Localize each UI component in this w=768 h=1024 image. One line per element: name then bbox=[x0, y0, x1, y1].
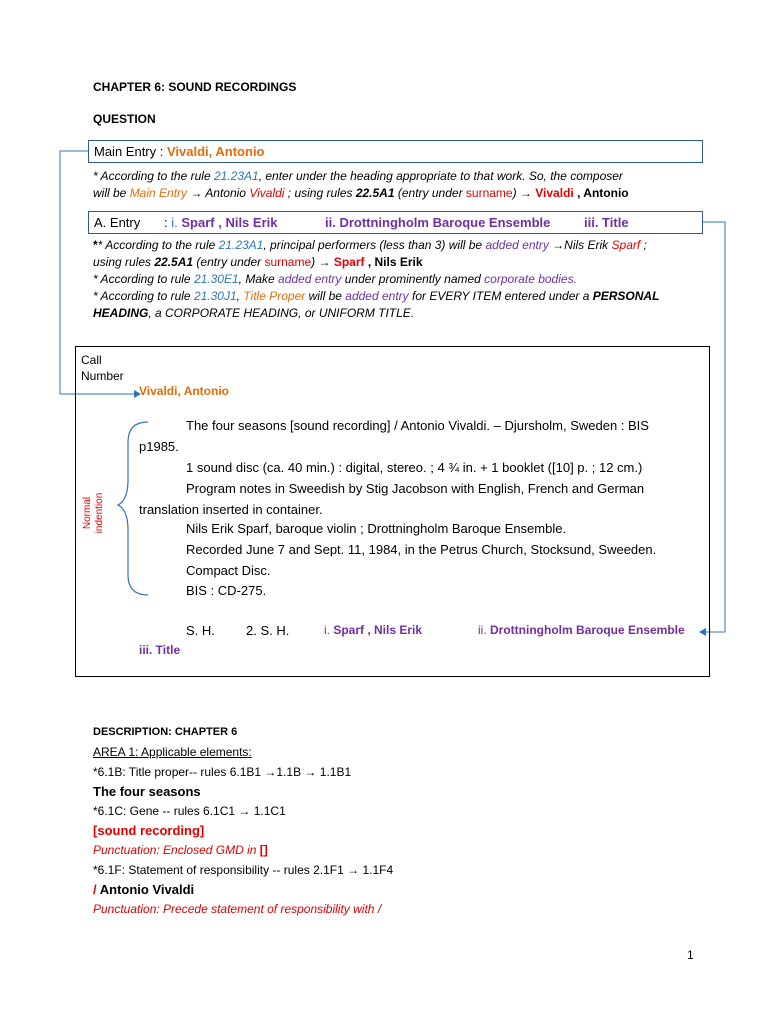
call-number-label: Call Number bbox=[81, 353, 124, 383]
added-note-line-5: HEADING, a CORPORATE HEADING, or UNIFORM TITLE. bbox=[93, 306, 415, 320]
main-entry-value: Vivaldi, Antonio bbox=[166, 144, 265, 159]
rule-gmd: *6.1C: Gene -- rules 6.1C1 → 1.1C1 bbox=[93, 804, 286, 818]
question-heading: QUESTION bbox=[93, 112, 156, 126]
card-line-7: Recorded June 7 and Sept. 11, 1984, in the Petrus Church, Stocksund, Sweeden. bbox=[186, 542, 657, 557]
page-number: 1 bbox=[687, 948, 694, 962]
added-entry-ii: ii. Drottningholm Baroque Ensemble bbox=[325, 215, 551, 230]
card-line-5: translation inserted in container. bbox=[139, 502, 323, 517]
card-line-2: p1985. bbox=[139, 439, 179, 454]
main-entry-label: Main Entry : bbox=[94, 144, 164, 159]
added-entry-iii: iii. Title bbox=[584, 215, 629, 230]
area-heading: AREA 1: Applicable elements: bbox=[93, 745, 252, 759]
added-note-line-4: * According to rule 21.30J1, Title Proper will be added entry for EVERY ITEM entered under a PERSONAL bbox=[93, 289, 660, 303]
added-note-line-1: ** According to the rule 21.23A1, principal performers (less than 3) will be added entry →Nils Erik Sparf ; bbox=[93, 238, 647, 252]
responsibility-value: / Antonio Vivaldi bbox=[93, 882, 195, 897]
rule-responsibility: *6.1F: Statement of responsibility -- rules 2.1F1 → 1.1F4 bbox=[93, 863, 394, 877]
gmd-value: [sound recording] bbox=[93, 823, 205, 838]
card-line-3: 1 sound disc (ca. 40 min.) : digital, stereo. ; 4 ¾ in. + 1 booklet ([10] p. ; 12 cm.) bbox=[186, 460, 643, 475]
gmd-punctuation: Punctuation: Enclosed GMD in [] bbox=[93, 843, 268, 857]
card-line-1: The four seasons [sound recording] / Antonio Vivaldi. – Djursholm, Sweden : BIS bbox=[186, 418, 649, 433]
title-proper-value: The four seasons bbox=[93, 784, 201, 799]
card-line-6: Nils Erik Sparf, baroque violin ; Drottningholm Baroque Ensemble. bbox=[186, 521, 567, 536]
description-title: DESCRIPTION: CHAPTER 6 bbox=[93, 726, 238, 738]
card-line-4: Program notes in Sweedish by Stig Jacobson with English, French and German bbox=[186, 481, 645, 496]
tracing-i: i. Sparf , Nils Erik bbox=[324, 623, 423, 637]
main-note-line-1: * According to the rule 21.23A1, enter under the heading appropriate to that work. So, the composer bbox=[93, 169, 623, 183]
card-line-8: Compact Disc. bbox=[186, 563, 271, 578]
tracing-sh-2: 2. S. H. bbox=[246, 623, 290, 638]
normal-indention-text: Normal indention bbox=[82, 492, 105, 534]
added-entry-label: A. Entry bbox=[94, 215, 141, 230]
added-entry-i: : i. Sparf , Nils Erik bbox=[164, 215, 278, 230]
tracing-sh-1: S. H. bbox=[186, 623, 215, 638]
tracing-iii: iii. Title bbox=[139, 643, 181, 657]
chapter-title: CHAPTER 6: SOUND RECORDINGS bbox=[93, 80, 297, 94]
card-heading: Vivaldi, Antonio bbox=[139, 384, 230, 398]
added-note-line-3: * According to rule 21.30E1, Make added entry under prominently named corporate bodies. bbox=[93, 272, 577, 286]
rule-title-proper: *6.1B: Title proper-- rules 6.1B1 →1.1B → 1.1B1 bbox=[93, 765, 352, 779]
main-note-line-2: will be Main Entry → Antonio Vivaldi ; using rules 22.5A1 (entry under surname) → Vivaldi , Antonio bbox=[93, 186, 629, 200]
card-line-9: BIS : CD-275. bbox=[186, 583, 267, 598]
responsibility-punctuation: Punctuation: Precede statement of responsibility with / bbox=[93, 902, 382, 916]
tracing-ii: ii. Drottningholm Baroque Ensemble bbox=[478, 623, 685, 637]
added-note-line-2: using rules 22.5A1 (entry under surname) → Sparf , Nils Erik bbox=[93, 255, 423, 269]
